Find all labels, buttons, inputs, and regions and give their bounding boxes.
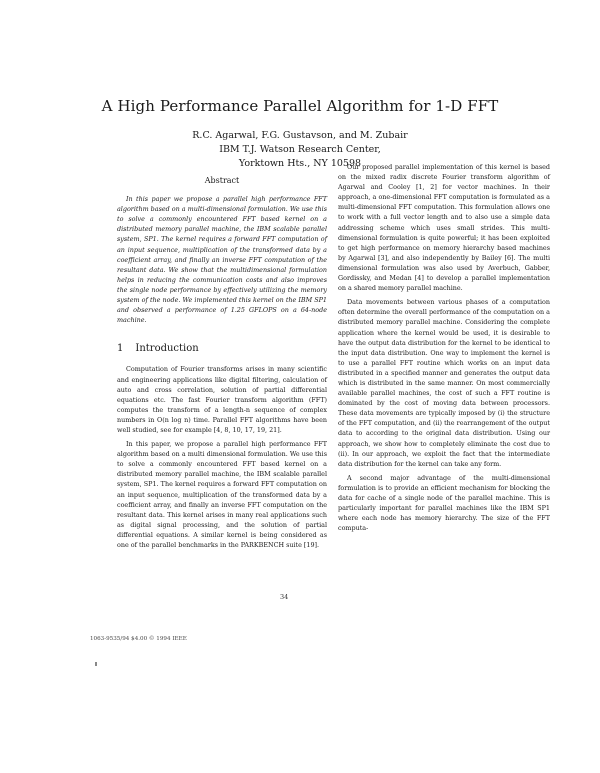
right-paragraph-1: Our proposed parallel implementation of this kernel is based on the mixed radix discrete Fourier transform algorithm of Agarwal and Cooley [1, 2] for vector machines. In their approach, a one-dimensional FFT computation is formulated as a multi-dimensional FFT computation. This formulation allows one to work with a full vector length and to also use a simple data addressing scheme which uses small strides. This multi-dimensional formulation is quite powerful; it has been exploited to get high performance on memory hierarchy based machines by Agarwal [3], and also independently by Bailey [6]. The multi dimensional formulation was also used by Averbuch, Gabber, Gordissky, and Medan [4] to develop a parallel implementation on a shared memory parallel machine. xyxy=(338,163,550,293)
section-heading-introduction xyxy=(117,344,327,354)
section-number: 1 xyxy=(117,343,124,355)
page-number: 34 xyxy=(280,593,289,601)
paper-title: A High Performance Parallel Algorithm for 1-D FFT xyxy=(101,97,499,115)
intro-paragraph-1: Computation of Fourier transforms arises in many scientific and engineering applications like digital filtering, calculation of auto and cross correlation, solution of partial differential equations etc. The fast Fourier transform algorithm (FFT) computes the transform of a length-n sequence of complex numbers in O(n log n) time. Parallel FFT algorithms have been well studied, see for example [4, 8, 10, 17, 19, 21]. xyxy=(117,365,327,434)
right-paragraph-3: A second major advantage of the multi-dimensional formulation is to provide an efficient mechanism for blocking the data for cache of a single node of the parallel machine. This is particularly important for parallel machines like the IBM SP1 where each node has memory hierarchy. The size of the FFT computa- xyxy=(338,473,550,533)
intro-paragraph-2: In this paper, we propose a parallel high performance FFT algorithm based on a multi dimensional formulation. We use this to solve a commonly encountered FFT based kernel on a distributed memory parallel machine, the IBM scalable parallel system, SP1. The kernel requires a forward FFT computation on an input sequence, multiplication of the transformed data by a coefficient array, and finally an inverse FFT computation on the resultant data. This kernel arises in many real applications such as digital signal processing, and the solution of partial differential equations. A similar kernel is being considered as one of the parallel benchmarks in the PARKBENCH suite [19]. xyxy=(117,440,327,549)
abstract-heading: Abstract xyxy=(204,176,240,185)
author-location: Yorktown Hts., NY 10598 xyxy=(238,158,362,169)
section-title: Introduction xyxy=(135,343,199,355)
author-affiliation: IBM T.J. Watson Research Center, xyxy=(219,144,381,155)
margin-mark xyxy=(95,662,97,666)
abstract-text: In this paper we propose a parallel high performance FFT algorithm based on a multi-dimensional formulation. We use this to solve a commonly encountered FFT based kernel on a distributed memory parallel machine, the IBM scalable parallel system, SP1. The kernel requires a forward FFT computation of an input sequence, multiplication of the transformed data by a coefficient array, and finally an inverse FFT computation of the resultant data. We show that the multidimensional formulation helps in reducing the communication costs and also improves the single node performance by effectively utilizing the memory system of the node. We implemented this kernel on the IBM SP1 and observed a performance of 1.25 GFLOPS on a 64-node machine. xyxy=(117,195,327,325)
left-column xyxy=(117,176,327,554)
right-paragraph-2: Data movements between various phases of a computation often determine the overall performance of the computation on a distributed memory parallel machine. Considering the complete application where the kernel would be used, it is desirable to have the output data distribution for the kernel to be identical to the input data distribution. One way to implement the kernel is to use a parallel FFT routine which works on an input data distributed in a specified manner and generates the output data which is distributed in the same manner. On most commercially available parallel machines, the cost of such a FFT routine is dominated by the cost of moving data between processors. These data movements are typically imposed by (i) the structure of the FFT computation, and (ii) the rearrangement of the output data to according to the original data distribution. Using our approach, we show how to completely eliminate the cost due to (ii). In our approach, we exploit the fact that the intermediate data distribution for the kernel can take any form. xyxy=(338,298,550,468)
author-names: R.C. Agarwal, F.G. Gustavson, and M. Zubair xyxy=(192,130,408,141)
copyright-footer: 1063-9535/94 $4.00 © 1994 IEEE xyxy=(90,636,187,642)
right-column xyxy=(338,162,550,537)
